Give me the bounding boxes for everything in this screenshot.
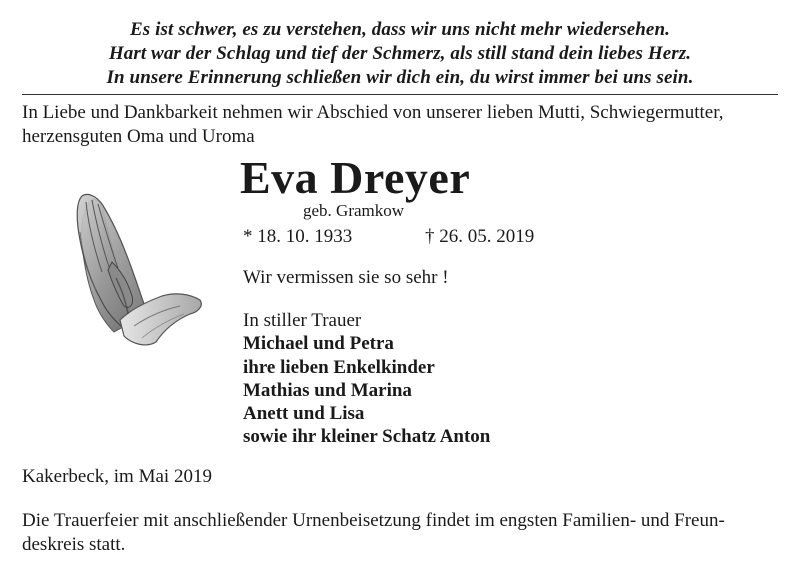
intro-line: herzensguten Oma und Uroma	[22, 126, 255, 147]
praying-hands-icon	[72, 192, 206, 352]
message: Wir vermissen sie so sehr !	[243, 267, 449, 288]
mourner-line: Michael und Petra	[243, 333, 394, 355]
divider	[22, 94, 778, 95]
intro-text	[22, 101, 792, 149]
mourner-line: Mathias und Marina	[243, 379, 412, 401]
mourner-line: Anett und Lisa	[243, 403, 365, 425]
intro-line: In Liebe und Dankbarkeit nehmen wir Abschied von unserer lieben Mutti, Schwiegermutter,	[22, 102, 724, 123]
funeral-line: Die Trauerfeier mit anschließender Urnenbeisetzung findet im engsten Familien- und Freun-	[22, 510, 725, 531]
poem-line: In unsere Erinnerung schließen wir dich ein, du wirst immer bei uns sein.	[106, 67, 694, 88]
mourner-line: ihre lieben Enkelkinder	[243, 356, 435, 378]
mourner-line: sowie ihr kleiner Schatz Anton	[243, 426, 491, 448]
funeral-line: deskreis statt.	[22, 534, 126, 555]
funeral-info	[22, 509, 782, 557]
birth-date: * 18. 10. 1933	[243, 226, 353, 247]
mourners	[243, 309, 490, 449]
poem	[0, 18, 800, 90]
death-date: † 26. 05. 2019	[425, 226, 535, 247]
place-date: Kakerbeck, im Mai 2019	[22, 466, 212, 487]
poem-line: Hart war der Schlag und tief der Schmerz, als still stand dein liebes Herz.	[108, 43, 692, 64]
birth-name: geb. Gramkow	[303, 201, 405, 220]
mourners-heading: In stiller Trauer	[243, 310, 362, 331]
deceased-name: Eva Dreyer	[240, 152, 471, 203]
poem-line: Es ist schwer, es zu verstehen, dass wir uns nicht mehr wiedersehen.	[130, 19, 670, 40]
